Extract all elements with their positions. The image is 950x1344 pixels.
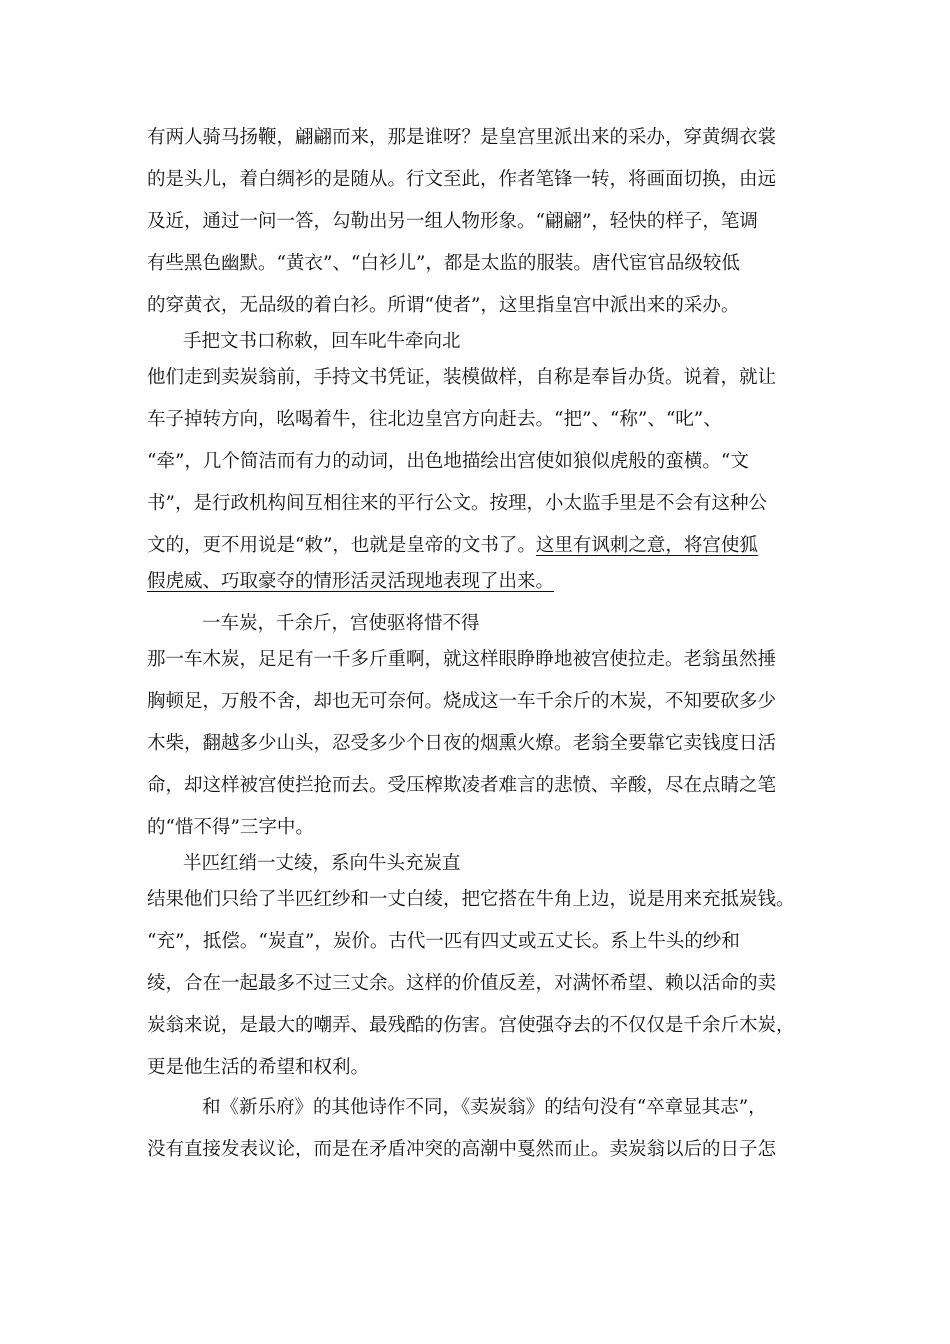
text-line: 炭翁来说，是最大的嘲弄、最残酷的伤害。宫使强夺去的不仅仅是千余斤木炭，	[147, 1015, 795, 1036]
text-segment: 文的，更不用说是“敕”，也就是皇帝的文书了。	[147, 535, 536, 556]
text-line: 的穿黄衣，无品级的着白衫。所谓“使者”，这里指皇宫中派出来的采办。	[147, 295, 740, 316]
text-line: 他们走到卖炭翁前，手持文书凭证，装模做样，自称是奉旨办货。说着，就让	[147, 367, 777, 388]
poem-verse-line: 半匹红绡一丈绫，系向牛头充炭直	[183, 853, 461, 874]
text-line: 那一车木炭，足足有一千多斤重啊，就这样眼睁睁地被宫使拉走。老翁虽然捶	[147, 649, 777, 670]
text-line: 更是他生活的希望和权利。	[147, 1057, 370, 1078]
text-line: 和《新乐府》的其他诗作不同，《卖炭翁》的结句没有“卒章显其志”，	[202, 1097, 767, 1118]
text-line: 没有直接发表议论，而是在矛盾冲突的高潮中戛然而止。卖炭翁以后的日子怎	[147, 1139, 777, 1160]
poem-verse-line: 手把文书口称敕，回车叱牛牵向北	[183, 331, 461, 352]
text-line: 及近，通过一问一答，勾勒出另一组人物形象。“翩翩”，轻快的样子，笔调	[147, 211, 758, 232]
text-line: 命，却这样被宫使拦抢而去。受压榨欺凌者难言的悲愤、辛酸，尽在点睛之笔	[147, 775, 777, 796]
text-line: 有两人骑马扬鞭，翩翩而来，那是谁呀？是皇宫里派出来的采办，穿黄绸衣裳	[147, 127, 777, 148]
text-line: 绫，合在一起最多不过三丈余。这样的价值反差，对满怀希望、赖以活命的卖	[147, 973, 777, 994]
underlined-text: 假虎威、巧取豪夺的情形活灵活现地表现了出来。	[147, 571, 555, 592]
text-line: 的是头儿，着白绸衫的是随从。行文至此，作者笔锋一转，将画面切换，由远	[147, 169, 777, 190]
text-line: 结果他们只给了半匹红纱和一丈白绫，把它搭在牛角上边，说是用来充抵炭钱。	[147, 889, 795, 910]
text-line: 的“惜不得”三字中。	[147, 817, 314, 838]
text-line: “牵”，几个简洁而有力的动词，出色地描绘出宫使如狼似虎般的蛮横。“文	[147, 451, 749, 472]
text-line: 胸顿足，万般不舍，却也无可奈何。烧成这一车千余斤的木炭，不知要砍多少	[147, 691, 777, 712]
text-line: 车子掉转方向，吆喝着牛，往北边皇宫方向赶去。“把”、“称”、“叱”、	[147, 409, 722, 430]
underlined-text: 这里有讽刺之意，将宫使狐	[535, 535, 758, 556]
text-line: “充”，抵偿。“炭直”，炭价。古代一匹有四丈或五丈长。系上牛头的纱和	[147, 931, 740, 952]
text-line: 有些黑色幽默。“黄衣”、“白衫儿”，都是太监的服装。唐代宦官品级较低	[147, 253, 740, 274]
text-line: 木柴，翻越多少山头，忍受多少个日夜的烟熏火燎。老翁全要靠它卖钱度日活	[147, 733, 777, 754]
text-line: 书”，是行政机构间互相往来的平行公文。按理，小太监手里是不会有这种公	[147, 493, 767, 514]
text-line	[147, 534, 758, 558]
poem-verse-line: 一车炭，千余斤，宫使驱将惜不得	[202, 613, 480, 634]
